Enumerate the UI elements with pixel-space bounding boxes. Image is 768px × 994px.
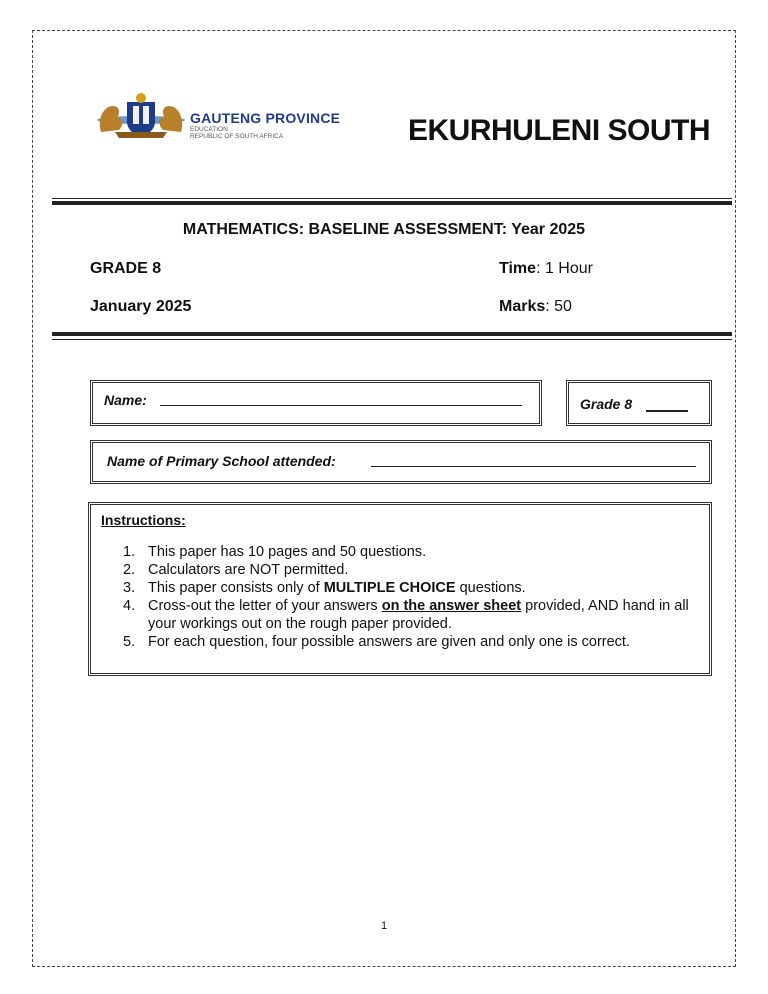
logo-subtitle-1: EDUCATION xyxy=(190,126,228,133)
logo-wordmark xyxy=(190,110,340,140)
school-label: Name of Primary School attended: xyxy=(107,453,336,469)
instruction-item: 1. This paper has 10 pages and 50 questions. xyxy=(123,544,427,560)
meta-divider xyxy=(52,339,732,340)
instructions-title: Instructions: xyxy=(101,512,186,528)
instructions-list xyxy=(123,543,708,651)
page-border xyxy=(32,30,736,967)
name-input-line[interactable] xyxy=(160,405,522,406)
grade-input-line[interactable] xyxy=(646,410,688,412)
logo-subtitle-2: REPUBLIC OF SOUTH AFRICA xyxy=(190,133,284,140)
exam-heading: MATHEMATICS: BASELINE ASSESSMENT: Year 2025 xyxy=(182,221,586,238)
header-divider xyxy=(52,198,732,199)
grade-label: GRADE 8 xyxy=(90,260,162,277)
time-info: Time: 1 Hour xyxy=(499,260,593,277)
meta-divider-thick xyxy=(52,332,732,336)
instruction-item: 2. Calculators are NOT permitted. xyxy=(123,562,349,578)
header-divider-thick xyxy=(52,201,732,205)
school-input-line[interactable] xyxy=(371,466,696,467)
name-box xyxy=(90,380,542,426)
instruction-item: 3. This paper consists only of MULTIPLE CHOICE questions. xyxy=(123,580,526,596)
instruction-item: 4. Cross-out the letter of your answers on the answer sheet provided, AND hand in all your workings out on the rough paper provided. xyxy=(123,598,689,632)
district-title: EKURHULENI SOUTH xyxy=(408,114,711,147)
instruction-item: 5. For each question, four possible answers are given and only one is correct. xyxy=(123,634,630,650)
name-label: Name: xyxy=(104,392,147,408)
logo-title: GAUTENG PROVINCE xyxy=(190,110,341,126)
marks-info: Marks: 50 xyxy=(499,298,572,315)
date-label: January 2025 xyxy=(90,298,192,315)
page-number: 1 xyxy=(380,920,388,932)
grade-field-label: Grade 8 xyxy=(580,396,633,412)
